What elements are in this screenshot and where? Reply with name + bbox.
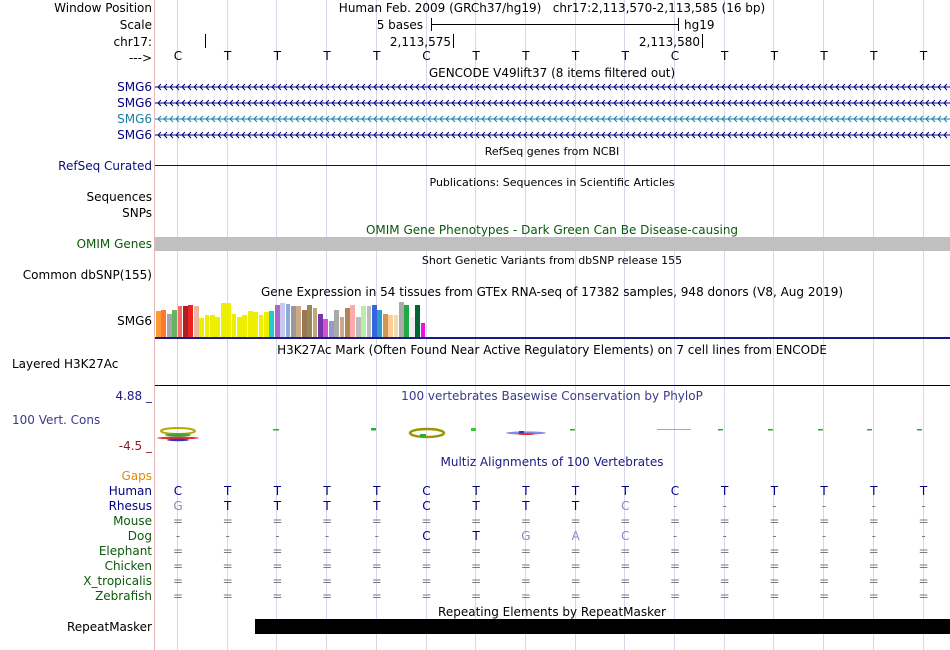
alignment-base: = <box>520 559 531 573</box>
omim-track-label[interactable]: OMIM Genes <box>76 237 152 251</box>
alignment-base: = <box>222 559 233 573</box>
alignment-base: = <box>272 559 283 573</box>
gtex-track-title: Gene Expression in 54 tissues from GTEx RNA-seq of 17382 samples, 948 donors (V8, Aug 2019) <box>260 285 844 299</box>
alignment-base: T <box>870 484 878 498</box>
alignment-base: - <box>722 499 727 513</box>
refseq-track-title: RefSeq genes from NCBI <box>484 145 620 158</box>
base-letter: T <box>919 49 928 63</box>
phylop-mark <box>657 429 691 430</box>
alignment-base: C <box>422 499 431 513</box>
alignment-base: T <box>224 499 232 513</box>
species-label-elephant[interactable]: Elephant <box>98 544 152 558</box>
phylop-track-label[interactable]: 100 Vert. Cons <box>12 413 101 427</box>
alignment-base: C <box>422 529 431 543</box>
alignment-base: = <box>371 544 382 558</box>
alignment-base: - <box>921 529 926 543</box>
phylop-min-label: -4.5 _ <box>118 439 152 453</box>
h3k27ac-track-title: H3K27Ac Mark (Often Found Near Active Regulatory Elements) on 7 cell lines from ENCODE <box>277 343 827 357</box>
alignment-base: = <box>371 589 382 603</box>
phylop-mark <box>273 429 279 431</box>
alignment-base: T <box>472 499 480 513</box>
phylop-mark <box>371 428 376 431</box>
alignment-base: = <box>471 544 482 558</box>
alignment-base: = <box>918 574 929 588</box>
alignment-base: = <box>471 514 482 528</box>
chrom-label: chr17: <box>113 35 152 49</box>
species-label-dog[interactable]: Dog <box>127 529 152 543</box>
alignment-base: = <box>819 544 830 558</box>
alignment-base: = <box>868 589 879 603</box>
alignment-base: = <box>620 574 631 588</box>
alignment-base: = <box>471 574 482 588</box>
refseq-track-label[interactable]: RefSeq Curated <box>58 159 152 173</box>
db-text: hg19 <box>684 18 715 32</box>
phylop-mark <box>570 429 575 431</box>
alignment-base: = <box>719 514 730 528</box>
phylop-mark <box>917 429 922 431</box>
alignment-base: = <box>421 574 432 588</box>
alignment-base: = <box>222 589 233 603</box>
species-label-rhesus[interactable]: Rhesus <box>108 499 152 513</box>
dbsnp-track-title: Short Genetic Variants from dbSNP release 155 <box>421 254 683 267</box>
scale-label: Scale <box>119 18 152 32</box>
repeatmasker-track-label[interactable]: RepeatMasker <box>66 620 152 634</box>
alignment-base: = <box>819 574 830 588</box>
alignment-base: - <box>772 499 777 513</box>
species-label-chicken[interactable]: Chicken <box>104 559 152 573</box>
phylop-max-label: 4.88 _ <box>115 389 152 403</box>
phylop-mark <box>768 429 773 431</box>
species-label-mouse[interactable]: Mouse <box>113 514 152 528</box>
base-letter: T <box>770 49 779 63</box>
species-label-human[interactable]: Human <box>108 484 152 498</box>
phylop-track-title: 100 vertebrates Basewise Conservation by PhyloP <box>401 389 703 403</box>
alignment-base: = <box>769 544 780 558</box>
alignment-base: = <box>918 589 929 603</box>
alignment-base: = <box>669 589 681 603</box>
alignment-base: = <box>322 514 333 528</box>
alignment-base: C <box>422 484 431 498</box>
alignment-base: = <box>172 574 184 588</box>
alignment-base: G <box>173 499 183 513</box>
base-letter: T <box>472 49 480 63</box>
base-letter: T <box>870 49 878 63</box>
repeatmasker-element[interactable] <box>255 619 950 634</box>
alignment-base: - <box>871 499 876 513</box>
alignment-base: C <box>173 484 183 498</box>
dbsnp-track-label[interactable]: Common dbSNP(155) <box>22 268 152 282</box>
alignment-base: = <box>570 514 581 528</box>
ruler-coord-2: 2,113,580 <box>638 35 700 49</box>
alignment-base: = <box>669 514 681 528</box>
alignment-base: - <box>225 529 230 543</box>
gtex-track-label[interactable]: SMG6 <box>117 314 152 328</box>
alignment-base: T <box>273 484 282 498</box>
gencode-item-label-4[interactable]: SMG6 <box>117 128 152 142</box>
alignment-base: = <box>769 589 780 603</box>
alignment-base: T <box>472 484 480 498</box>
base-letter: T <box>522 49 530 63</box>
base-letter: T <box>571 49 580 63</box>
base-letter: T <box>224 49 232 63</box>
alignment-base: = <box>918 544 929 558</box>
repeatmasker-track-title: Repeating Elements by RepeatMasker <box>438 605 666 619</box>
alignment-base: - <box>821 529 827 543</box>
alignment-base: = <box>322 544 333 558</box>
gencode-track-title: GENCODE V49lift37 (8 items filtered out) <box>428 66 676 80</box>
alignment-base: = <box>371 559 382 573</box>
base-letter: C <box>670 49 680 63</box>
strand-arrow-label: ---> <box>128 51 152 65</box>
alignment-base: T <box>522 499 530 513</box>
alignment-base: = <box>868 574 879 588</box>
alignment-base: T <box>373 499 381 513</box>
gencode-item-label-2[interactable]: SMG6 <box>117 96 152 110</box>
alignment-base: = <box>918 514 929 528</box>
alignment-base: = <box>222 544 233 558</box>
alignment-base: T <box>472 529 480 543</box>
tracks-panel[interactable] <box>155 0 950 650</box>
alignment-base: = <box>421 514 432 528</box>
alignment-base: T <box>721 484 729 498</box>
alignment-base: = <box>819 589 830 603</box>
alignment-base: - <box>921 499 926 513</box>
alignment-base: C <box>621 499 630 513</box>
alignment-base: T <box>273 499 282 513</box>
phylop-logo-1 <box>157 428 199 441</box>
alignment-base: = <box>570 559 581 573</box>
scale-text: 5 bases <box>376 18 423 32</box>
alignment-base: T <box>621 484 629 498</box>
alignment-base: = <box>669 574 681 588</box>
alignment-base: C <box>621 529 630 543</box>
base-letter: T <box>621 49 629 63</box>
alignment-base: = <box>719 589 730 603</box>
alignment-base: = <box>620 544 631 558</box>
snps-track-label[interactable]: SNPs <box>122 206 152 220</box>
base-letter: T <box>323 49 331 63</box>
phylop-logo-2 <box>410 429 444 437</box>
alignment-base: = <box>620 589 631 603</box>
track-labels-panel <box>0 0 154 650</box>
alignment-base: - <box>672 499 678 513</box>
alignment-base: = <box>620 514 631 528</box>
species-label-x-tropicalis[interactable]: X_tropicalis <box>83 574 152 588</box>
alignment-base: = <box>172 589 184 603</box>
base-letter: C <box>173 49 183 63</box>
alignment-base: = <box>520 544 531 558</box>
alignment-base: G <box>521 529 531 543</box>
base-letter: T <box>373 49 381 63</box>
sequences-track-label[interactable]: Sequences <box>86 190 152 204</box>
alignment-base: = <box>222 514 233 528</box>
omim-track-title: OMIM Gene Phenotypes - Dark Green Can Be Disease-causing <box>365 223 739 237</box>
gencode-item-label-3[interactable]: SMG6 <box>117 112 152 126</box>
gencode-item-label-1[interactable]: SMG6 <box>117 80 152 94</box>
alignment-base: = <box>719 574 730 588</box>
alignment-base: T <box>571 499 580 513</box>
alignment-base: T <box>323 484 331 498</box>
multiz-track-title: Multiz Alignments of 100 Vertebrates <box>440 455 664 469</box>
alignment-base: = <box>819 514 830 528</box>
gaps-label: Gaps <box>121 469 152 483</box>
alignment-base: = <box>520 514 531 528</box>
alignment-base: = <box>471 559 482 573</box>
alignment-base: - <box>722 529 727 543</box>
alignment-base: - <box>175 529 181 543</box>
alignment-base: = <box>620 559 631 573</box>
alignment-base: T <box>522 484 530 498</box>
alignment-base: = <box>719 544 730 558</box>
alignment-base: = <box>371 574 382 588</box>
alignment-base: = <box>570 589 581 603</box>
ruler-coord-1: 2,113,575 <box>389 35 451 49</box>
base-letter: C <box>422 49 431 63</box>
base-letter: T <box>721 49 729 63</box>
alignment-base: = <box>421 544 432 558</box>
alignment-base: = <box>371 514 382 528</box>
alignment-base: C <box>670 484 680 498</box>
alignment-base: = <box>769 514 780 528</box>
alignment-base: = <box>471 589 482 603</box>
alignment-base: T <box>770 484 779 498</box>
alignment-base: = <box>272 589 283 603</box>
phylop-logo-3 <box>506 431 546 435</box>
alignment-base: T <box>224 484 232 498</box>
alignment-base: = <box>272 544 283 558</box>
alignment-base: = <box>669 559 681 573</box>
alignment-base: = <box>868 559 879 573</box>
alignment-base: = <box>570 574 581 588</box>
alignment-base: = <box>769 559 780 573</box>
alignment-base: = <box>570 544 581 558</box>
alignment-base: = <box>172 559 184 573</box>
window-position-label: Window Position <box>54 1 152 15</box>
alignment-base: = <box>918 559 929 573</box>
species-label-zebrafish[interactable]: Zebrafish <box>95 589 152 603</box>
alignment-base: = <box>222 574 233 588</box>
alignment-base: T <box>919 484 928 498</box>
alignment-base: = <box>322 574 333 588</box>
alignment-base: = <box>520 574 531 588</box>
alignment-base: = <box>421 589 432 603</box>
alignment-base: = <box>272 574 283 588</box>
phylop-mark <box>867 429 872 431</box>
alignment-base: = <box>769 574 780 588</box>
phylop-mark <box>718 429 723 431</box>
alignment-base: - <box>275 529 280 543</box>
alignment-base: T <box>820 484 828 498</box>
alignment-base: T <box>373 484 381 498</box>
alignment-base: = <box>272 514 283 528</box>
alignment-base: - <box>672 529 678 543</box>
position-text: chr17:2,113,570-2,113,585 (16 bp) <box>552 1 766 15</box>
alignment-base: T <box>323 499 331 513</box>
alignment-base: = <box>868 544 879 558</box>
alignment-base: = <box>520 589 531 603</box>
alignment-base: = <box>172 514 184 528</box>
phylop-mark <box>471 428 476 431</box>
base-letter: T <box>273 49 282 63</box>
alignment-base: - <box>374 529 379 543</box>
alignment-base: - <box>772 529 777 543</box>
publications-track-title: Publications: Sequences in Scientific Articles <box>429 176 675 189</box>
base-letter: T <box>820 49 828 63</box>
alignment-base: A <box>571 529 580 543</box>
alignment-base: = <box>868 514 879 528</box>
alignment-base: - <box>324 529 330 543</box>
alignment-base: = <box>322 589 333 603</box>
alignment-base: = <box>322 559 333 573</box>
alignment-base: = <box>669 544 681 558</box>
alignment-base: = <box>172 544 184 558</box>
h3k27ac-track-label[interactable]: Layered H3K27Ac <box>12 357 119 371</box>
alignment-base: - <box>871 529 876 543</box>
alignment-base: T <box>571 484 580 498</box>
alignment-base: - <box>821 499 827 513</box>
alignment-base: = <box>421 559 432 573</box>
alignment-base: = <box>719 559 730 573</box>
phylop-mark <box>818 429 823 431</box>
alignment-base: = <box>819 559 830 573</box>
assembly-text: Human Feb. 2009 (GRCh37/hg19) <box>338 1 542 15</box>
